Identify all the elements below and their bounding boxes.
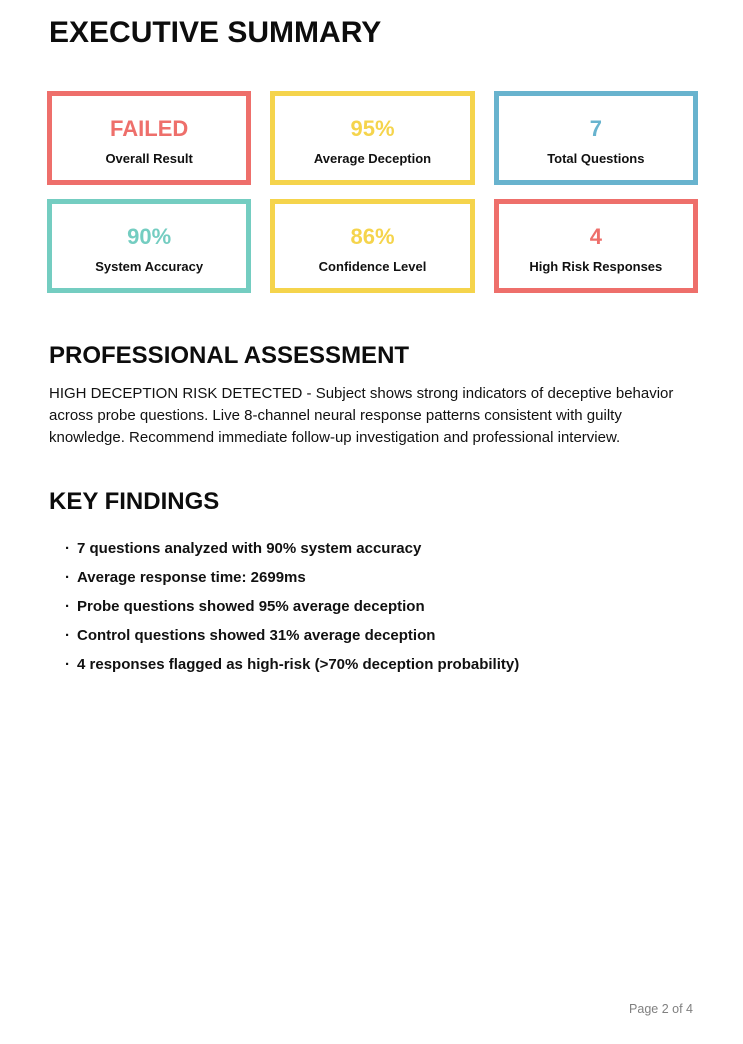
stat-label: Total Questions	[547, 150, 645, 166]
stat-card-average-deception	[270, 91, 474, 185]
stat-label: Confidence Level	[318, 258, 427, 274]
finding-item: · Control questions showed 31% average deception	[65, 621, 693, 650]
stat-label: Average Deception	[313, 150, 432, 166]
finding-item: · Average response time: 2699ms	[65, 563, 693, 592]
key-findings-heading: KEY FINDINGS	[49, 487, 220, 515]
stat-card-system-accuracy	[47, 199, 251, 293]
stat-value: 90%	[127, 223, 172, 249]
stat-label: High Risk Responses	[529, 258, 663, 274]
stat-value: 86%	[350, 223, 395, 249]
stat-label: System Accuracy	[95, 258, 204, 274]
finding-item: · Probe questions showed 95% average deception	[65, 592, 693, 621]
stat-card-high-risk-responses	[494, 199, 698, 293]
stat-card-overall-result	[47, 91, 251, 185]
finding-item: · 7 questions analyzed with 90% system accuracy	[65, 534, 693, 563]
stat-label: Overall Result	[105, 150, 193, 166]
finding-item: · 4 responses flagged as high-risk (>70% deception probability)	[65, 650, 693, 679]
stat-value: 95%	[350, 115, 395, 141]
professional-assessment-heading: PROFESSIONAL ASSESSMENT	[49, 341, 410, 369]
report-body	[0, 343, 743, 680]
stat-value: FAILED	[110, 115, 189, 141]
stat-card-confidence-level	[270, 199, 474, 293]
stat-card-total-questions	[494, 91, 698, 185]
stat-value: 4	[589, 223, 602, 249]
stat-value: 7	[589, 115, 602, 141]
findings-list	[49, 534, 693, 679]
stat-cards-grid	[47, 91, 698, 293]
page-title: EXECUTIVE SUMMARY	[49, 16, 382, 49]
professional-assessment-text: HIGH DECEPTION RISK DETECTED - Subject shows strong indicators of deceptive behavior across probe questions. Live 8-channel neural response patterns consistent with guilty knowledge. Recommend immediate follow-up investigation and professional interview.	[49, 384, 674, 446]
page-number: Page 2 of 4	[629, 1002, 693, 1016]
